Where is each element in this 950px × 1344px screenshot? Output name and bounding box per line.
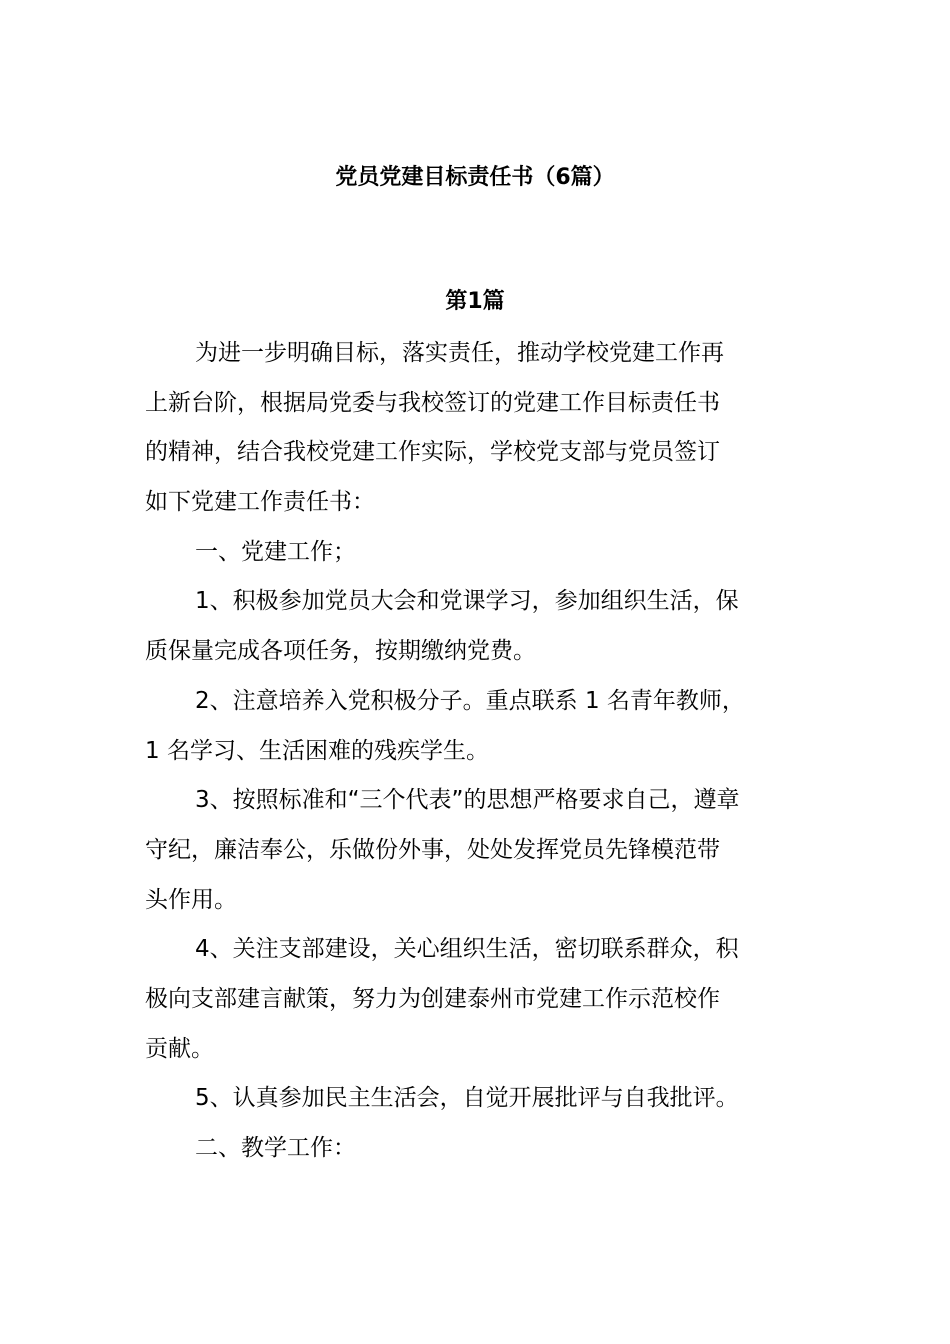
- section-title: 第1篇: [445, 289, 505, 314]
- heading-line: 一、党建工作；: [195, 538, 356, 565]
- paragraph-line: 2、注意培养入党积极分子。重点联系 1 名青年教师，: [195, 687, 745, 714]
- paragraph-line: 守纪，廉洁奉公，乐做份外事，处处发挥党员先锋模范带: [145, 836, 720, 863]
- paragraph-line: 3、按照标准和“三个代表”的思想严格要求自己，遵章: [195, 787, 740, 814]
- document-title: 党员党建目标责任书（6篇）: [335, 165, 615, 190]
- document-body: [145, 333, 825, 1178]
- paragraph-line: 1、积极参加党员大会和党课学习，参加组织生活，保: [195, 588, 739, 615]
- paragraph-line: 上新台阶，根据局党委与我校签订的党建工作目标责任书: [145, 389, 720, 416]
- paragraph-line: 5、认真参加民主生活会，自觉开展批评与自我批评。: [195, 1085, 739, 1112]
- paragraph-line: 贡献。: [145, 1035, 214, 1062]
- heading-line: 二、教学工作：: [195, 1135, 356, 1161]
- paragraph-line: 为进一步明确目标，落实责任，推动学校党建工作再: [195, 340, 724, 366]
- paragraph-line: 极向支部建言献策，努力为创建泰州市党建工作示范校作: [145, 985, 720, 1012]
- paragraph-line: 质保量完成各项任务，按期缴纳党费。: [145, 638, 536, 665]
- paragraph-line: 头作用。: [145, 886, 237, 913]
- paragraph-line: 4、关注支部建设，关心组织生活，密切联系群众，积: [195, 936, 739, 963]
- paragraph-line: 如下党建工作责任书：: [145, 489, 375, 516]
- paragraph-line: 1 名学习、生活困难的残疾学生。: [145, 737, 489, 764]
- paragraph-line: 的精神，结合我校党建工作实际，学校党支部与党员签订: [145, 439, 720, 466]
